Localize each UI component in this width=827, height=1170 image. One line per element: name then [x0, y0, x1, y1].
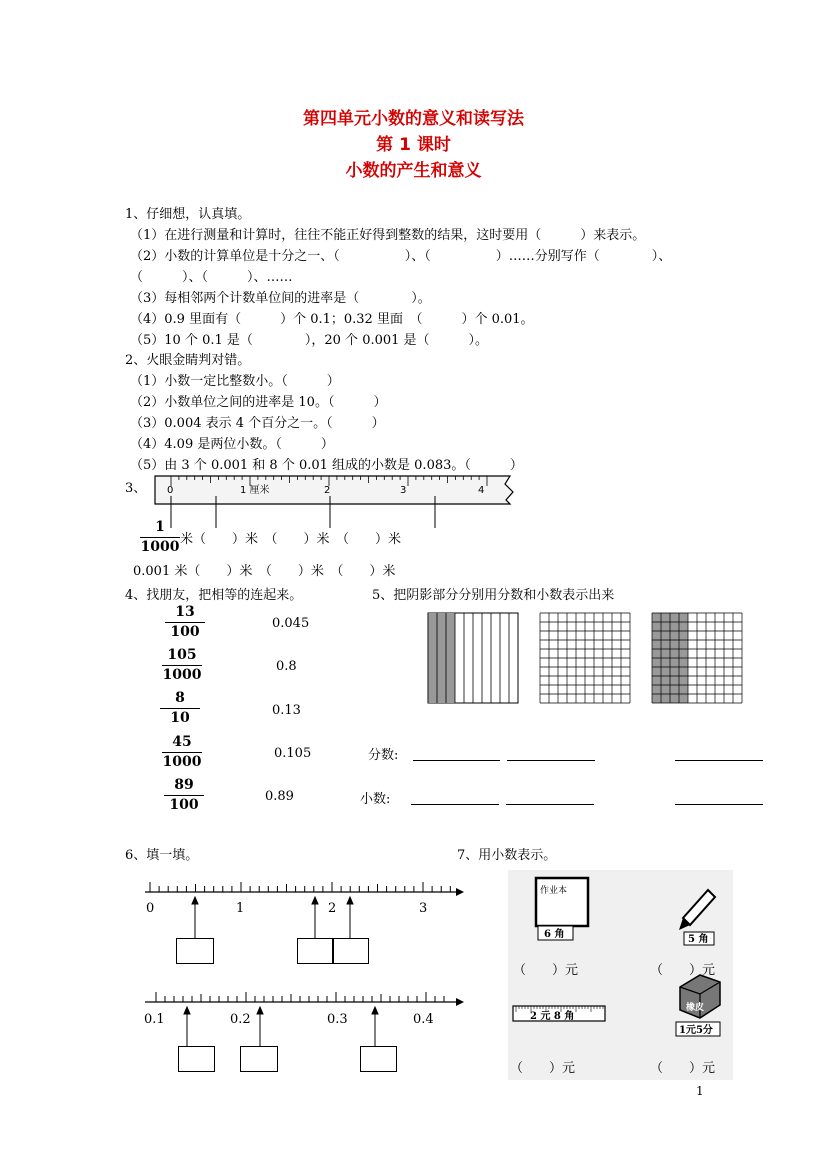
section-3-heading: 3、	[125, 481, 147, 496]
ruler-label-4: 4	[478, 485, 485, 496]
fraction-numerator: 89	[164, 777, 204, 796]
section-2-heading: 2、火眼金睛判对错。	[125, 353, 251, 368]
decimal-blank-2[interactable]	[506, 803, 594, 805]
ruler-answer: （ ）元	[510, 1061, 576, 1076]
numberline-1-label-1: 1	[236, 901, 245, 916]
fraction-denominator: 100	[170, 624, 200, 640]
match-fraction-1	[165, 604, 205, 642]
section-2-question-2: （2）小数单位之间的进率是 10。（ ）	[130, 395, 387, 410]
numberline-2-label-1: 0.2	[230, 1012, 251, 1027]
fraction-denominator: 1000	[162, 754, 202, 770]
ruler-diagram	[150, 472, 522, 530]
fraction-numerator: 1	[140, 519, 180, 538]
ruler-label-2: 2	[324, 485, 331, 496]
grid-hundredths-shaded	[652, 613, 742, 703]
match-decimal-3: 0.13	[272, 703, 301, 718]
numberline-1-answer-box-3[interactable]	[333, 938, 369, 964]
notebook-price: 6 角	[544, 929, 565, 940]
eraser-label: 橡皮	[686, 1003, 705, 1013]
numberline-2-label-0: 0.1	[144, 1012, 165, 1027]
match-decimal-4: 0.105	[274, 746, 312, 761]
section-1-question-2a: （2）小数的计算单位是十分之一、（ ）、（ ）……分别写作（ ）、	[130, 249, 672, 264]
shaded-grids-figure	[420, 605, 780, 715]
ruler-answer-row-1: 米（ ）米 （ ）米 （ ）米	[180, 532, 402, 547]
fraction-numerator: 45	[162, 734, 202, 753]
lesson-title: 小数的产生和意义	[345, 161, 482, 181]
section-1-question-5: （5）10 个 0.1 是（ ），20 个 0.001 是（ ）。	[130, 333, 489, 348]
match-decimal-2: 0.8	[276, 659, 297, 674]
fraction-answer-label: 分数:	[368, 748, 399, 763]
section-1-question-2b: （ ）、（ ）、……	[130, 270, 293, 285]
match-decimal-1: 0.045	[272, 616, 310, 631]
fraction-blank-1[interactable]	[413, 759, 500, 761]
section-2-question-4: （4）4.09 是两位小数。（ ）	[130, 437, 334, 452]
numberline-1-answer-box-2[interactable]	[297, 938, 333, 964]
section-7-heading: 7、用小数表示。	[457, 848, 557, 863]
numberline-1-label-0: 0	[146, 901, 155, 916]
numberline-2-answer-box-3[interactable]	[360, 1046, 397, 1072]
fraction-denominator: 10	[170, 710, 190, 726]
section-2-question-1: （1）小数一定比整数小。（ ）	[130, 374, 340, 389]
fraction-denominator: 100	[169, 797, 199, 813]
eraser-answer: （ ）元	[650, 1061, 716, 1076]
section-4-heading: 4、找朋友，把相等的连起来。	[125, 588, 303, 603]
numberline-1-label-2: 2	[328, 901, 337, 916]
section-6-heading: 6、填一填。	[125, 848, 199, 863]
numberline-2-label-2: 0.3	[327, 1012, 348, 1027]
grid-tenths	[428, 613, 518, 703]
pencil-answer: （ ）元	[650, 963, 716, 978]
notebook-answer: （ ）元	[513, 963, 579, 978]
page-title: 第四单元小数的意义和读写法	[303, 109, 524, 129]
fraction-one-thousandth	[140, 519, 180, 557]
grid-hundredths-blank	[540, 613, 630, 703]
notebook-label: 作业本	[540, 886, 568, 896]
eraser-price: 1元5分	[679, 1025, 713, 1036]
match-fraction-2	[162, 647, 202, 685]
fraction-blank-2[interactable]	[507, 759, 595, 761]
ruler-price: 2 元 8 角	[530, 1011, 575, 1022]
fraction-numerator: 8	[160, 690, 200, 709]
fraction-denominator: 1000	[140, 539, 180, 555]
pencil-price: 5 角	[688, 934, 709, 945]
ruler-label-1: 1 厘米	[240, 485, 270, 496]
ruler-label-0: 0	[167, 485, 174, 496]
match-decimal-5: 0.89	[265, 789, 294, 804]
decimal-answer-label: 小数:	[360, 792, 391, 807]
section-1-question-4: （4）0.9 里面有（ ）个 0.1；0.32 里面 （ ）个 0.01。	[130, 312, 534, 327]
section-1-heading: 1、仔细想，认真填。	[125, 207, 251, 222]
ruler-answer-row-2: 0.001 米（ ）米 （ ）米 （ ）米	[133, 564, 396, 579]
fraction-numerator: 13	[165, 604, 205, 623]
match-fraction-4	[162, 734, 202, 772]
ruler-label-3: 3	[400, 485, 407, 496]
section-1-question-3: （3）每相邻两个计数单位间的进率是（ ）。	[130, 291, 431, 306]
section-1-question-1: （1）在进行测量和计算时，往往不能正好得到整数的结果，这时要用（ ）来表示。	[130, 228, 646, 243]
decimal-blank-1[interactable]	[411, 803, 499, 805]
fraction-denominator: 1000	[162, 667, 202, 683]
page-number: 1	[696, 1084, 704, 1098]
numberline-1-label-3: 3	[419, 901, 428, 916]
match-fraction-5	[164, 777, 204, 815]
numberline-2-answer-box-1[interactable]	[178, 1046, 215, 1072]
numberline-2-label-3: 0.4	[413, 1012, 434, 1027]
numberline-1-answer-box-1[interactable]	[176, 938, 214, 964]
match-fraction-3	[160, 690, 200, 728]
lesson-number: 第 1 课时	[376, 135, 451, 155]
decimal-blank-3[interactable]	[675, 803, 763, 805]
fraction-blank-3[interactable]	[675, 759, 763, 761]
fraction-numerator: 105	[162, 647, 202, 666]
section-5-heading: 5、把阴影部分分别用分数和小数表示出来	[372, 588, 615, 603]
numberline-2-answer-box-2[interactable]	[240, 1046, 278, 1072]
section-2-question-3: （3）0.004 表示 4 个百分之一。（ ）	[130, 416, 385, 431]
section-2-question-5: （5）由 3 个 0.001 和 8 个 0.01 组成的小数是 0.083。（ ）	[130, 458, 523, 473]
